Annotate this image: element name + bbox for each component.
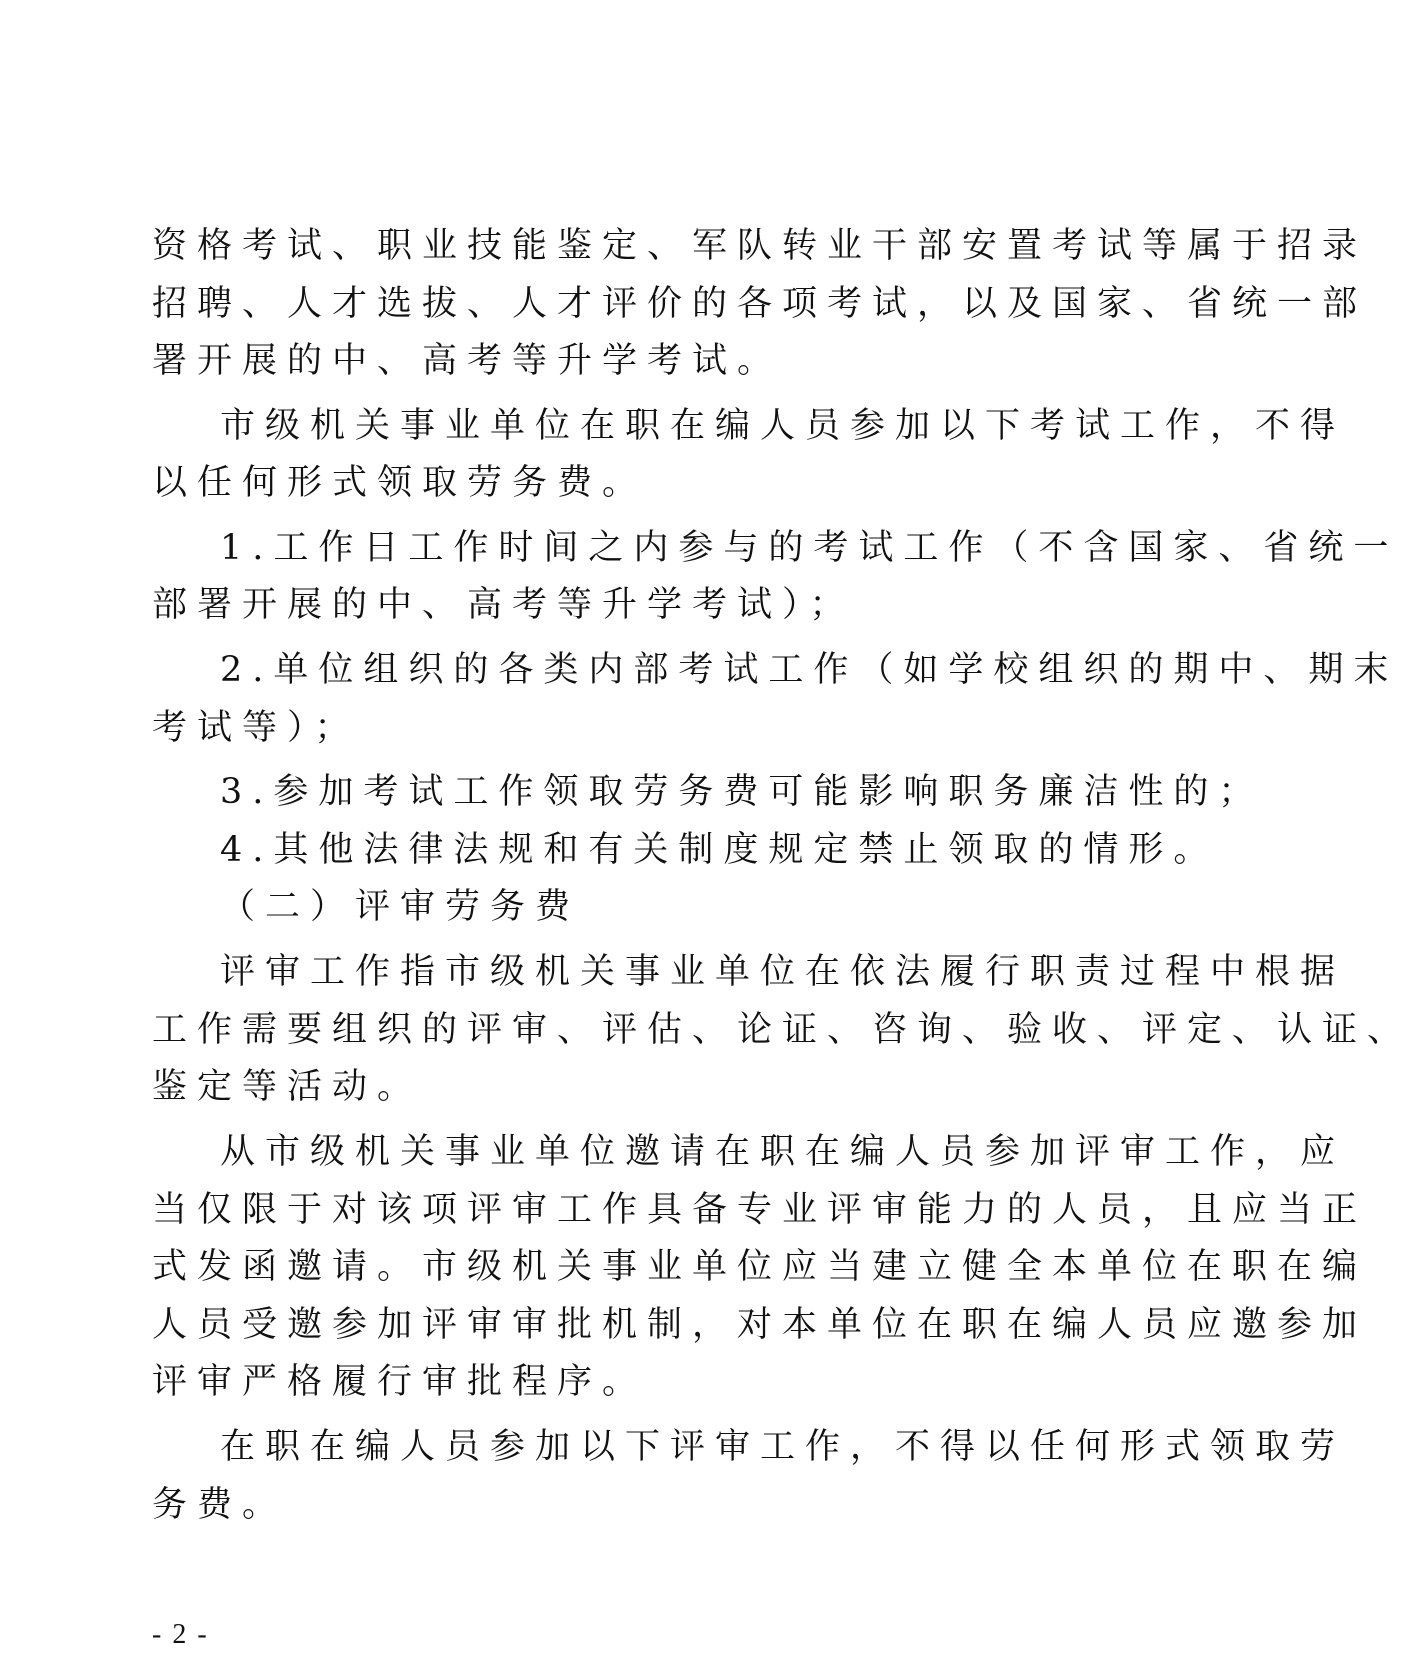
paragraph-line bbox=[0, 1239, 1368, 1295]
paragraph-line bbox=[0, 1477, 1182, 1533]
paragraph-line bbox=[0, 1059, 1182, 1115]
paragraph-text: 工作需要组织的评审、评估、论证、咨询、验收、评定、认证、 bbox=[152, 1010, 1412, 1050]
list-item-text: 部署开展的中、高考等升学考试）； bbox=[152, 585, 855, 625]
list-item-text: 1.工作日工作时间之内参与的考试工作（不含国家、省统一 bbox=[220, 528, 1399, 568]
paragraph-line bbox=[0, 944, 1346, 1000]
paragraph-line bbox=[0, 1002, 1412, 1058]
paragraph-line bbox=[0, 1419, 1346, 1475]
paragraph-line bbox=[0, 1354, 1182, 1410]
paragraph-text: 人员受邀参加评审审批机制，对本单位在职在编人员应邀参加 bbox=[152, 1305, 1368, 1345]
paragraph-text: 署开展的中、高考等升学考试。 bbox=[152, 341, 783, 381]
paragraph-line bbox=[0, 1297, 1368, 1353]
section-heading bbox=[0, 879, 1182, 935]
paragraph-text: 当仅限于对该项评审工作具备专业评审能力的人员，且应当正 bbox=[152, 1190, 1368, 1230]
paragraph-text: 务费。 bbox=[152, 1485, 288, 1525]
paragraph-text: 资格考试、职业技能鉴定、军队转业干部安置考试等属于招录 bbox=[152, 226, 1368, 266]
paragraph-line bbox=[0, 455, 1182, 511]
paragraph-line bbox=[0, 276, 1368, 332]
paragraph-line bbox=[0, 218, 1368, 274]
paragraph-text: 以任何形式领取劳务费。 bbox=[152, 463, 648, 503]
list-item-line bbox=[0, 700, 1182, 756]
paragraph-line bbox=[0, 398, 1346, 454]
section-heading-text: （二）评审劳务费 bbox=[220, 887, 581, 927]
paragraph-text: 鉴定等活动。 bbox=[152, 1067, 423, 1107]
paragraph-text: 招聘、人才选拔、人才评价的各项考试，以及国家、省统一部 bbox=[152, 284, 1368, 324]
list-item-line bbox=[0, 520, 1399, 576]
paragraph-text: 从市级机关事业单位邀请在职在编人员参加评审工作，应 bbox=[220, 1132, 1346, 1172]
list-item-text: 4.其他法律法规和有关制度规定禁止领取的情形。 bbox=[220, 830, 1219, 870]
list-item-text: 考试等）； bbox=[152, 708, 360, 748]
paragraph-text: 在职在编人员参加以下评审工作，不得以任何形式领取劳 bbox=[220, 1427, 1346, 1467]
paragraph-line bbox=[0, 1182, 1368, 1238]
paragraph-text: 市级机关事业单位在职在编人员参加以下考试工作，不得 bbox=[220, 406, 1346, 446]
list-item-text: 2.单位组织的各类内部考试工作（如学校组织的期中、期末 bbox=[220, 650, 1399, 690]
paragraph-line bbox=[0, 1124, 1346, 1180]
paragraph-text: 式发函邀请。市级机关事业单位应当建立健全本单位在职在编 bbox=[152, 1247, 1368, 1287]
paragraph-text: 评审严格履行审批程序。 bbox=[152, 1362, 648, 1402]
list-item-line bbox=[0, 642, 1399, 698]
list-item-line bbox=[0, 822, 1219, 878]
list-item-line bbox=[0, 577, 1182, 633]
page-number: - 2 - bbox=[152, 1619, 209, 1650]
paragraph-line bbox=[0, 333, 1182, 389]
list-item-text: 3.参加考试工作领取劳务费可能影响职务廉洁性的； bbox=[220, 772, 1264, 812]
list-item-line bbox=[0, 764, 1264, 820]
paragraph-text: 评审工作指市级机关事业单位在依法履行职责过程中根据 bbox=[220, 952, 1346, 992]
